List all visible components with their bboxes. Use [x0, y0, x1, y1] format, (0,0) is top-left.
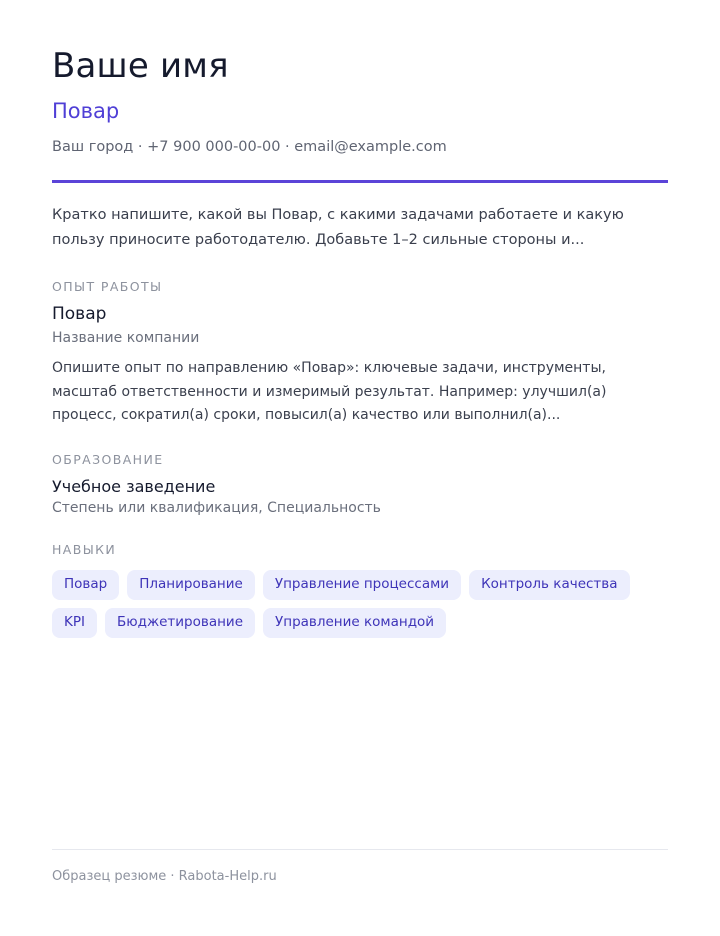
summary-text: Кратко напишите, какой вы Повар, с какими задачами работаете и какую пользу приносите работодателю. Добавьте 1–2 сильные стороны и...	[52, 207, 624, 248]
skill-tag: Контроль качества	[469, 570, 629, 600]
job-description: Опишите опыт по направлению «Повар»: ключевые задачи, инструменты, масштаб ответственности и измеримый результат. Например: улучшил(а) процесс, сократил(а) сроки, повысил(а) качество или выполнил(а)...	[52, 360, 607, 423]
skill-tag: Управление командой	[263, 608, 446, 638]
skill-tag: Повар	[52, 570, 119, 600]
skills-section-title: НАВЫКИ	[52, 542, 117, 557]
footer-text: Образец резюме · Rabota-Help.ru	[52, 869, 277, 884]
education-institution: Учебное заведение	[52, 477, 216, 496]
skill-tag: Управление процессами	[263, 570, 461, 600]
skills-list	[52, 570, 668, 638]
candidate-role: Повар	[52, 99, 120, 123]
education-details: Степень или квалификация, Специальность	[52, 500, 381, 516]
experience-section-title: ОПЫТ РАБОТЫ	[52, 279, 163, 294]
contact-line: Ваш город · +7 900 000-00-00 · email@example.com	[52, 139, 447, 155]
company-name: Название компании	[52, 330, 200, 346]
skill-tag: Бюджетирование	[105, 608, 255, 638]
header-divider	[52, 180, 668, 183]
skill-tag: KPI	[52, 608, 97, 638]
education-section-title: ОБРАЗОВАНИЕ	[52, 452, 164, 467]
job-title: Повар	[52, 304, 107, 324]
footer-divider	[52, 849, 668, 850]
candidate-name: Ваше имя	[52, 46, 229, 86]
skill-tag: Планирование	[127, 570, 255, 600]
